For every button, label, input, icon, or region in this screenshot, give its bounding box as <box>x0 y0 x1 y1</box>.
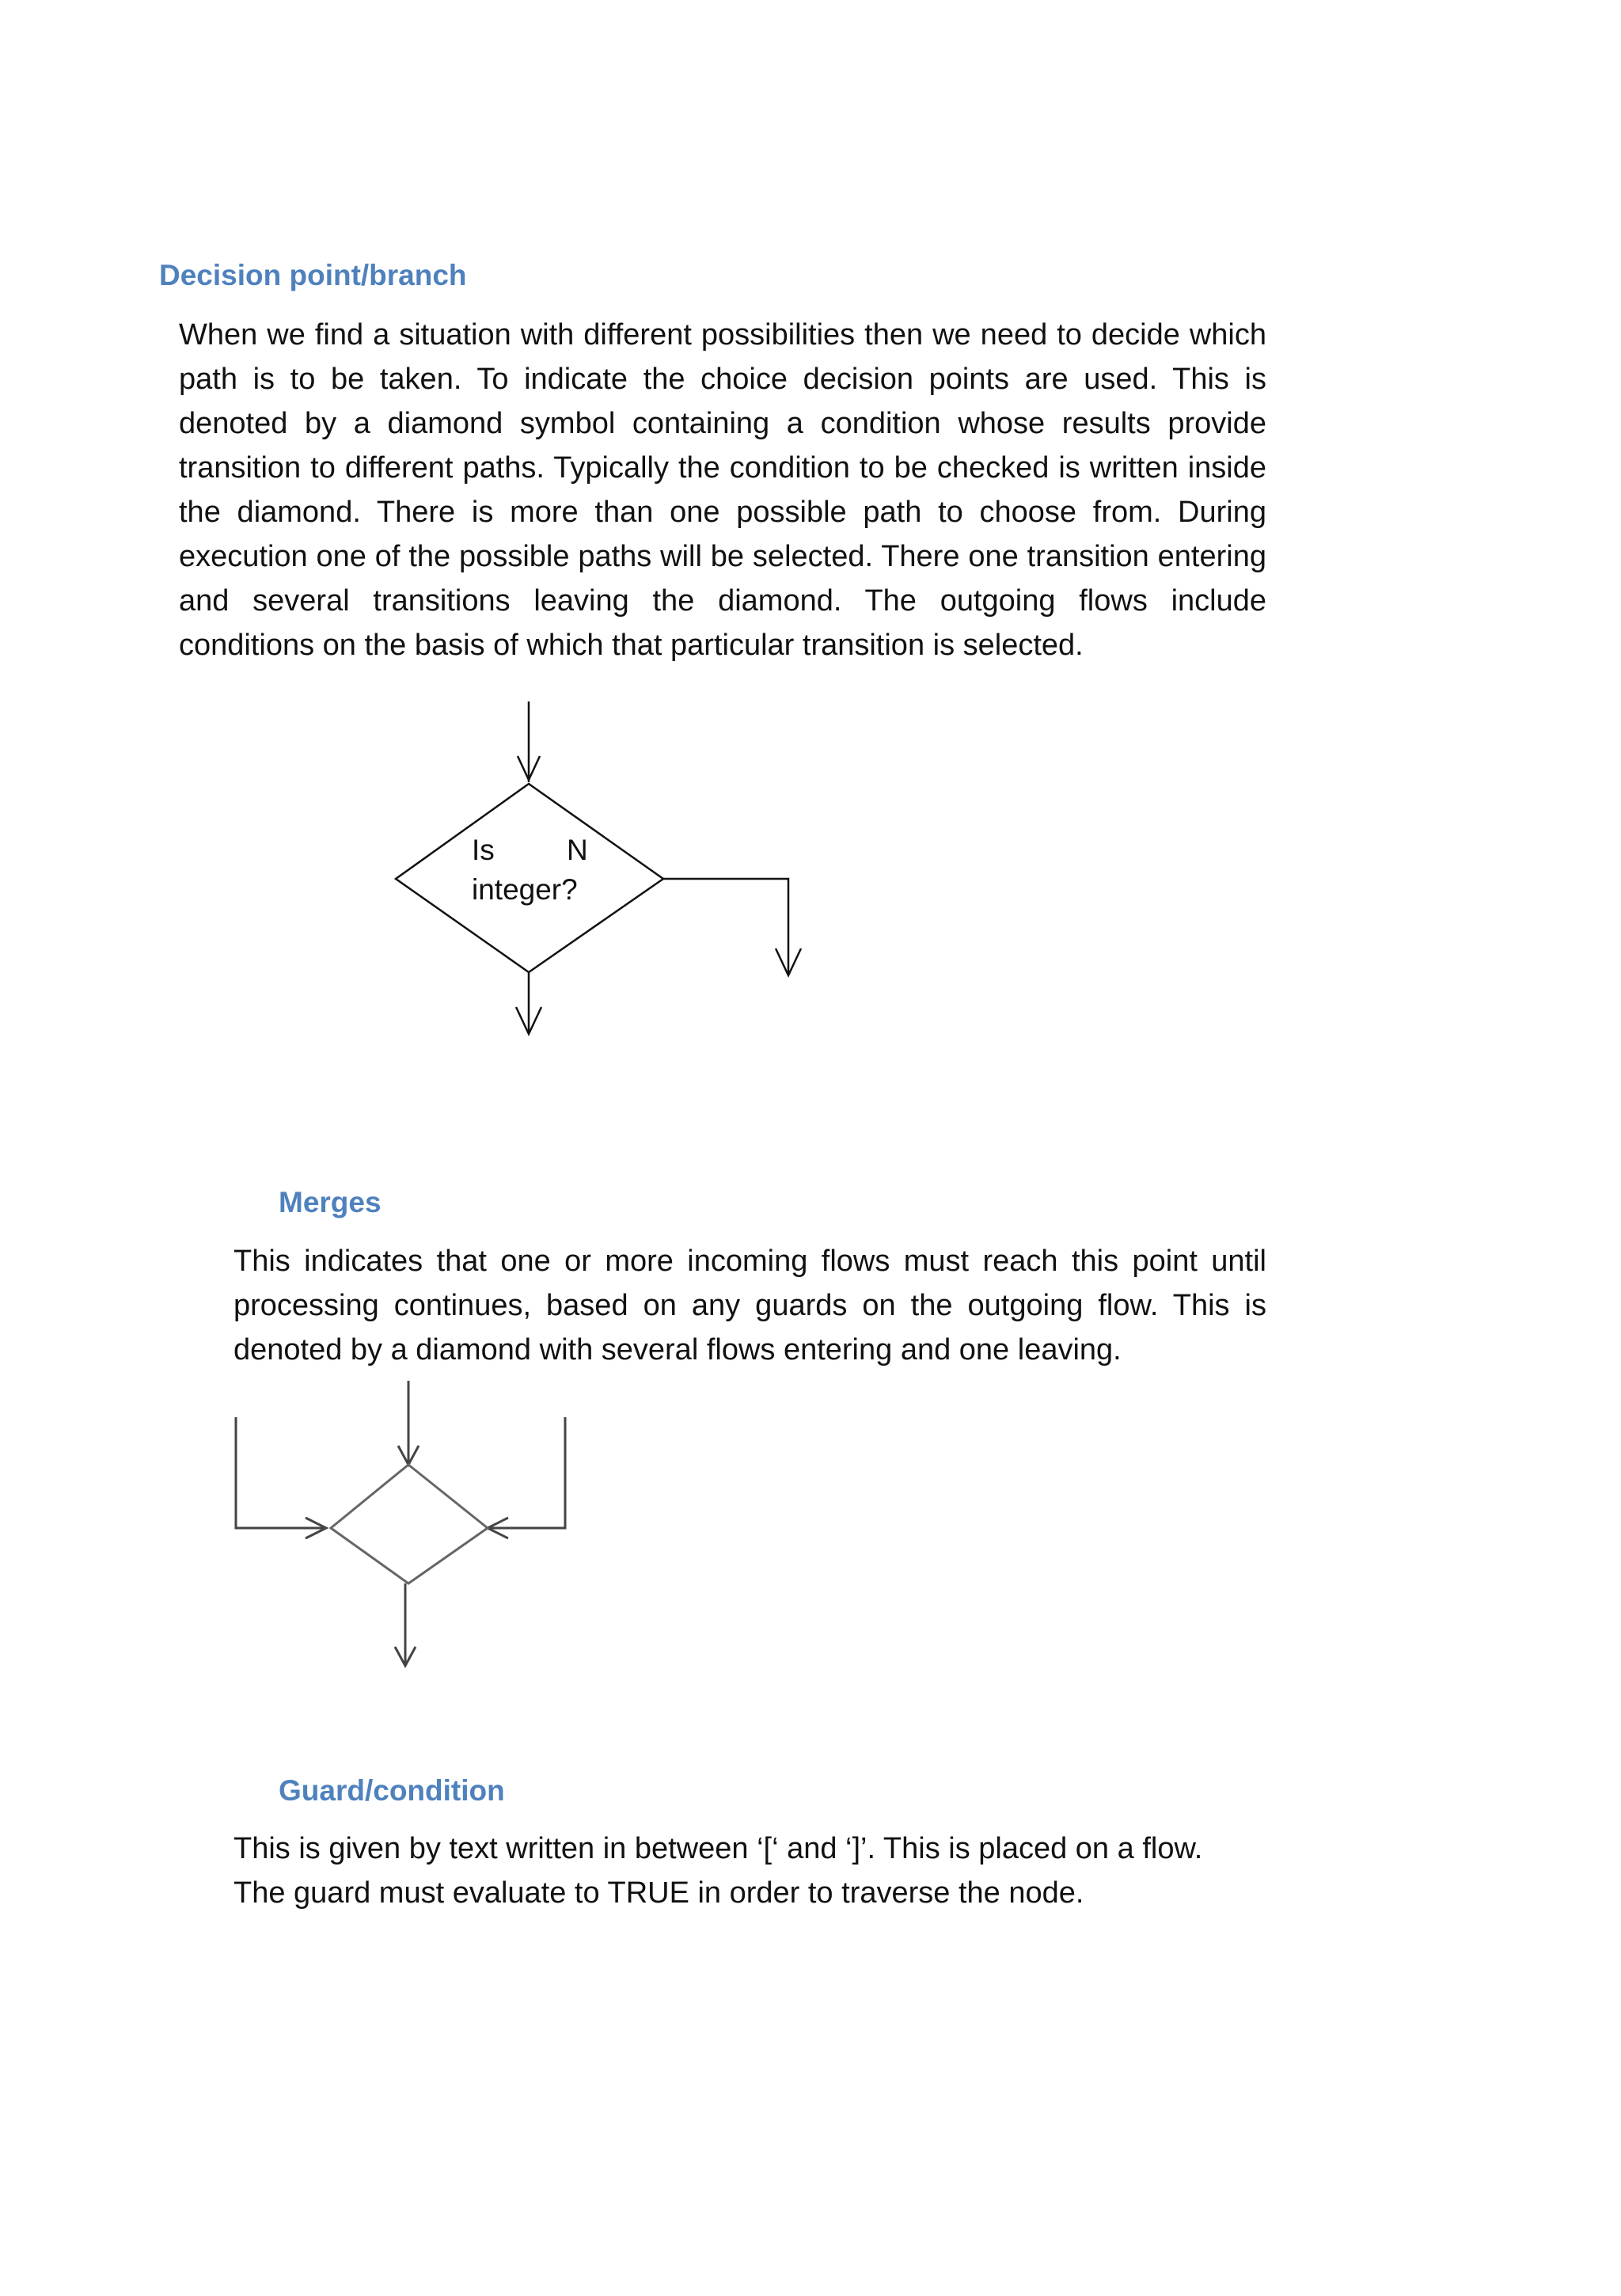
guard-body <box>233 1827 1202 1915</box>
diamond-label-n: N <box>567 834 588 866</box>
decision-diamond <box>396 701 801 1034</box>
right-branch-line <box>663 879 788 975</box>
merge-left-flow-line <box>236 1417 326 1528</box>
guard-line-2: The guard must evaluate to TRUE in order to traverse the node. <box>233 1876 1084 1910</box>
decision-heading: Decision point/branch <box>159 259 467 291</box>
merges-heading: Merges <box>279 1186 382 1218</box>
merge-right-flow-line <box>488 1417 565 1528</box>
merge-diagram <box>236 1381 565 1666</box>
guard-line-1: This is given by text written in between ‘[‘ and ‘]’. This is placed on a flow. <box>233 1832 1203 1865</box>
guard-heading: Guard/condition <box>279 1774 505 1807</box>
decision-body: When we find a situation with different possibilities then we need to decide which path is to be taken. To indicate the choice decision points are used. This is denoted by a diamond symbol containing a condition whose results provide transition to different paths. Typically the condition to be checked is written inside the diamond. There is more than one possible path to choose from. During execution one of the possible paths will be selected. There one transition entering and several transitions leaving the diamond. The outgoing flows include conditions on the basis of which that particular transition is selected. <box>179 318 1266 662</box>
merges-body: This indicates that one or more incoming flows must reach this point until processing continues, based on any guards on the outgoing flow. This is denoted by a diamond with several flows entering and one leaving. <box>233 1245 1266 1367</box>
diamond-label-is: Is <box>472 834 495 866</box>
merge-diamond-shape <box>331 1465 488 1583</box>
diamond-label-integer: integer? <box>472 873 578 906</box>
